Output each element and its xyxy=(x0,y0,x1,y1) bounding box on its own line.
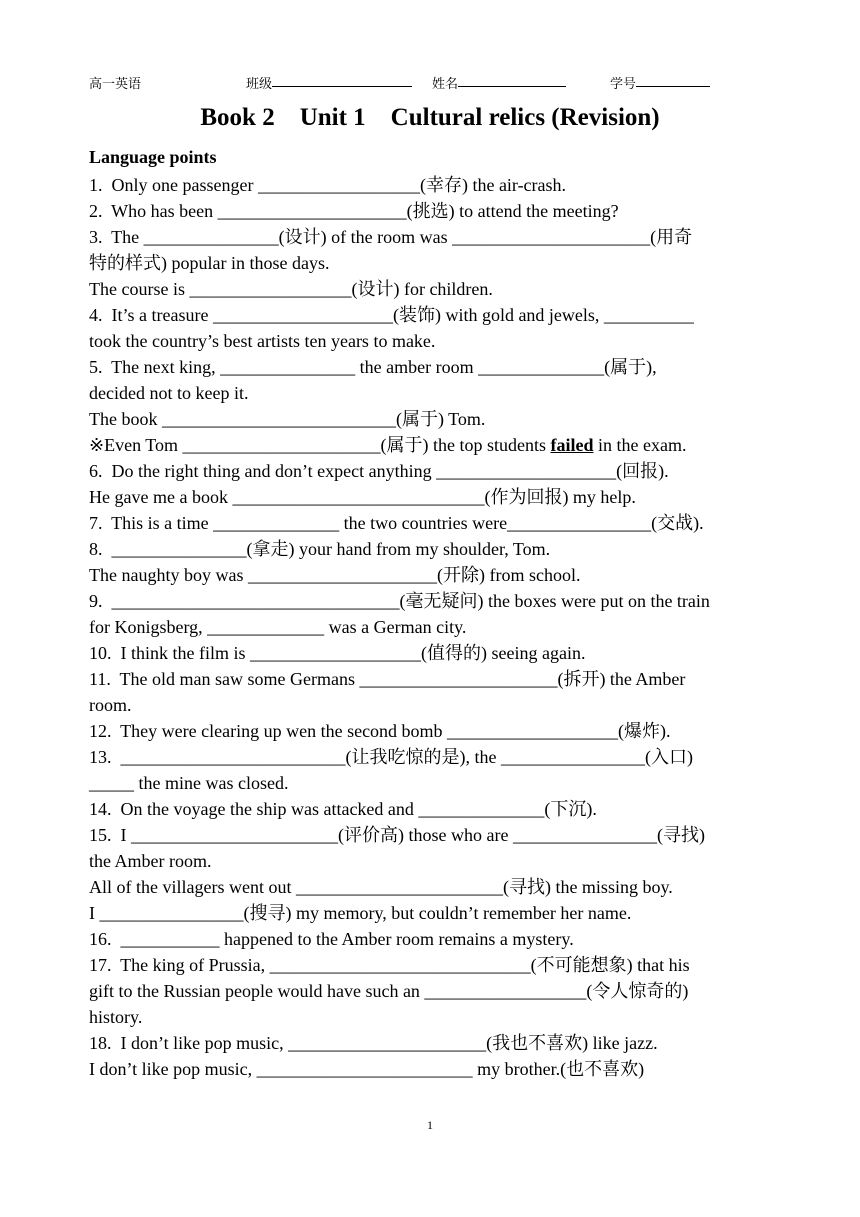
exercise-line: gift to the Russian people would have such an __________________(令人惊奇的) xyxy=(89,981,689,1001)
class-label: 班级 xyxy=(246,76,273,91)
page-title: Book 2 Unit 1 Cultural relics (Revision) xyxy=(200,104,660,131)
exercise-line: 18. I don’t like pop music, ______________________(我也不喜欢) like jazz. xyxy=(89,1033,658,1053)
exercise-line: I don’t like pop music, ________________________ my brother.(也不喜欢) xyxy=(89,1059,645,1079)
exercise-line: 1. Only one passenger __________________(幸存) the air-crash. xyxy=(89,175,567,195)
exercise-line: 3. The _______________(设计) of the room was ______________________(用奇 xyxy=(89,227,693,247)
exercise-line: 4. It’s a treasure ____________________(装饰) with gold and jewels, __________ xyxy=(89,305,694,325)
exercise-line: He gave me a book ____________________________(作为回报) my help. xyxy=(89,487,636,507)
page-header xyxy=(89,73,789,91)
exercise-list xyxy=(89,172,779,1082)
exercise-line: 2. Who has been _____________________(挑选) to attend the meeting? xyxy=(89,201,619,221)
exercise-line: 5. The next king, _______________ the amber room ______________(属于), xyxy=(89,357,657,377)
exercise-line: room. xyxy=(89,695,132,715)
exercise-line: I ________________(搜寻) my memory, but couldn’t remember her name. xyxy=(89,903,632,923)
exercise-line: 10. I think the film is ___________________(值得的) seeing again. xyxy=(89,643,586,663)
exercise-line: for Konigsberg, _____________ was a German city. xyxy=(89,617,467,637)
exercise-line: 7. This is a time ______________ the two countries were________________(交战). xyxy=(89,513,704,533)
class-field xyxy=(246,73,272,92)
exercise-line: 13. _________________________(让我吃惊的是), the ________________(入口) xyxy=(89,747,693,767)
exercise-line: The naughty boy was _____________________(开除) from school. xyxy=(89,565,581,585)
exercise-line: _____ the mine was closed. xyxy=(89,773,289,793)
exercise-line: 16. ___________ happened to the Amber room remains a mystery. xyxy=(89,929,574,949)
exercise-line: 6. Do the right thing and don’t expect anything ____________________(回报). xyxy=(89,461,669,481)
exercise-line: 9. ________________________________(毫无疑问) the boxes were put on the train xyxy=(89,591,710,611)
name-blank xyxy=(458,73,566,87)
exercise-line: the Amber room. xyxy=(89,851,212,871)
failed-word: failed xyxy=(550,435,594,455)
section-title: Language points xyxy=(89,147,217,167)
exercise-line: 15. I _______________________(评价高) those who are ________________(寻找) xyxy=(89,825,705,845)
exercise-line: The course is __________________(设计) for children. xyxy=(89,279,493,299)
page-number: 1 xyxy=(427,1118,433,1132)
exercise-line-start: ※Even Tom ______________________(属于) the top students xyxy=(89,435,551,455)
exercise-line: decided not to keep it. xyxy=(89,383,249,403)
exercise-line: 11. The old man saw some Germans ______________________(拆开) the Amber xyxy=(89,669,686,689)
exercise-line: 17. The king of Prussia, _____________________________(不可能想象) that his xyxy=(89,955,690,975)
exercise-line: took the country’s best artists ten years to make. xyxy=(89,331,436,351)
name-label: 姓名 xyxy=(432,76,459,91)
exercise-line: All of the villagers went out _______________________(寻找) the missing boy. xyxy=(89,877,673,897)
exercise-line: 8. _______________(拿走) your hand from my shoulder, Tom. xyxy=(89,539,551,559)
exercise-line: 12. They were clearing up wen the second bomb ___________________(爆炸). xyxy=(89,721,671,741)
exercise-line-end: in the exam. xyxy=(593,435,687,455)
course-label: 高一英语 xyxy=(89,76,142,91)
exercise-line: 14. On the voyage the ship was attacked and ______________(下沉). xyxy=(89,799,597,819)
exercise-line: The book __________________________(属于) Tom. xyxy=(89,409,486,429)
name-field xyxy=(432,73,458,92)
exercise-line-emphasis xyxy=(89,432,779,458)
number-blank xyxy=(636,73,710,87)
exercise-line: history. xyxy=(89,1007,143,1027)
number-label: 学号 xyxy=(610,76,637,91)
class-blank xyxy=(272,73,412,87)
exercise-line: 特的样式) popular in those days. xyxy=(89,253,330,273)
number-field xyxy=(610,73,636,92)
